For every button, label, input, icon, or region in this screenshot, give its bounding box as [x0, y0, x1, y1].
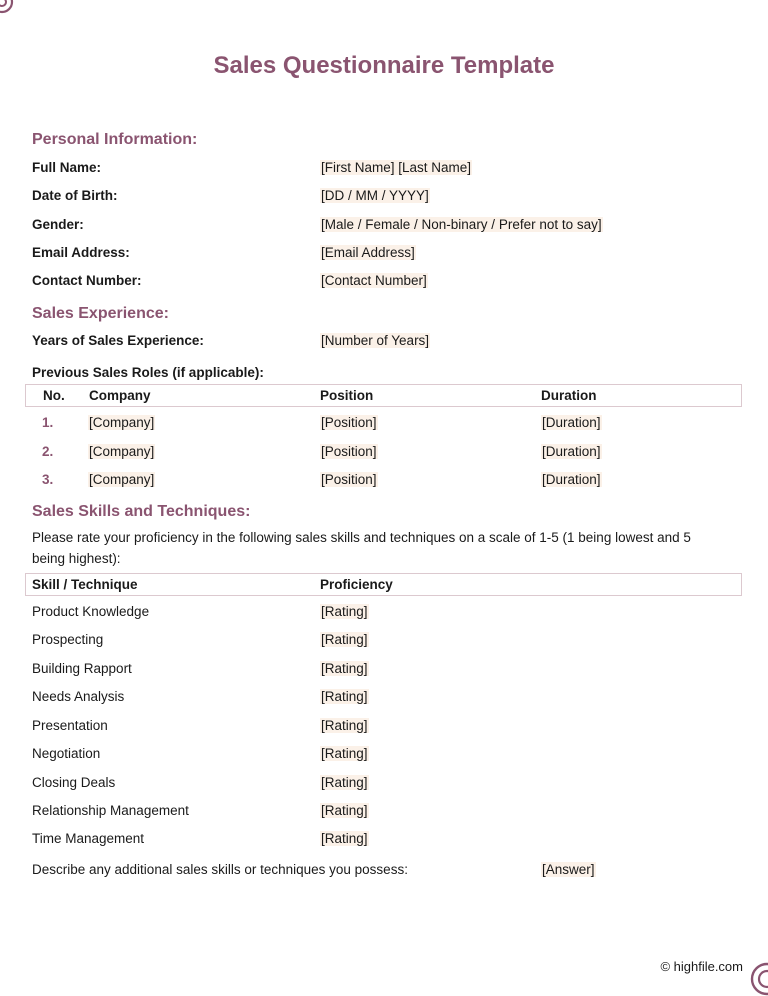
copyright-footer: © highfile.com [660, 959, 743, 974]
field-full-name [32, 160, 744, 180]
field-label: Years of Sales Experience: [32, 333, 204, 348]
rating-cell[interactable]: [Rating] [321, 746, 368, 761]
table-row [0, 718, 768, 738]
spiral-logo-icon [750, 962, 768, 996]
answer-field[interactable]: [Answer] [542, 862, 595, 877]
row-number: 1. [42, 415, 54, 430]
position-cell[interactable]: [Position] [321, 472, 377, 487]
column-header-company: Company [89, 388, 151, 403]
table-row [0, 444, 768, 464]
rating-cell[interactable]: [Rating] [321, 689, 368, 704]
skills-intro-text: Please rate your proficiency in the following sales skills and techniques on a scale of 1-5 (1 being lowest and 5 being highest): [32, 530, 691, 566]
company-cell[interactable]: [Company] [89, 444, 155, 459]
table-row [0, 632, 768, 652]
additional-skills-row [0, 862, 768, 882]
company-cell[interactable]: [Company] [89, 472, 155, 487]
field-email [32, 245, 744, 265]
table-row [0, 775, 768, 795]
personal-info-heading: Personal Information: [32, 131, 198, 148]
skill-name: Prospecting [32, 632, 104, 647]
field-value[interactable]: [Email Address] [321, 245, 415, 260]
rating-cell[interactable]: [Rating] [321, 661, 368, 676]
skill-name: Negotiation [32, 746, 101, 761]
table-row [0, 689, 768, 709]
position-cell[interactable]: [Position] [321, 415, 377, 430]
company-cell[interactable]: [Company] [89, 415, 155, 430]
rating-cell[interactable]: [Rating] [321, 604, 368, 619]
skill-name: Relationship Management [32, 803, 189, 818]
row-number: 2. [42, 444, 54, 459]
duration-cell[interactable]: [Duration] [542, 444, 601, 459]
spiral-logo-icon [0, 0, 14, 14]
skill-name: Needs Analysis [32, 689, 125, 704]
field-value[interactable]: [DD / MM / YYYY] [321, 188, 429, 203]
field-contact-number [32, 273, 744, 293]
field-label: Date of Birth: [32, 188, 118, 203]
field-value[interactable]: [Male / Female / Non-binary / Prefer not to say] [321, 217, 602, 232]
field-value[interactable]: [Contact Number] [321, 273, 427, 288]
field-value[interactable]: [First Name] [Last Name] [321, 160, 472, 175]
additional-skills-label: Describe any additional sales skills or techniques you possess: [32, 862, 408, 877]
table-row [0, 746, 768, 766]
page-title: Sales Questionnaire Template [213, 52, 555, 79]
skills-table-header [25, 573, 742, 596]
column-header-no: No. [43, 388, 65, 403]
duration-cell[interactable]: [Duration] [542, 472, 601, 487]
field-gender [32, 217, 744, 237]
roles-table-header [25, 384, 742, 407]
position-cell[interactable]: [Position] [321, 444, 377, 459]
sales-experience-heading: Sales Experience: [32, 305, 169, 322]
field-value[interactable]: [Number of Years] [321, 333, 430, 348]
rating-cell[interactable]: [Rating] [321, 831, 368, 846]
rating-cell[interactable]: [Rating] [321, 718, 368, 733]
rating-cell[interactable]: [Rating] [321, 803, 368, 818]
sales-skills-heading: Sales Skills and Techniques: [32, 503, 251, 520]
skill-name: Building Rapport [32, 661, 132, 676]
row-number: 3. [42, 472, 54, 487]
rating-cell[interactable]: [Rating] [321, 632, 368, 647]
rating-cell[interactable]: [Rating] [321, 775, 368, 790]
skill-name: Presentation [32, 718, 108, 733]
table-row [0, 604, 768, 624]
skill-name: Time Management [32, 831, 145, 846]
field-label: Email Address: [32, 245, 130, 260]
table-row [0, 831, 768, 851]
column-header-skill: Skill / Technique [32, 577, 138, 592]
field-date-of-birth [32, 188, 744, 208]
column-header-position: Position [320, 388, 374, 403]
duration-cell[interactable]: [Duration] [542, 415, 601, 430]
column-header-duration: Duration [541, 388, 597, 403]
table-row [0, 803, 768, 823]
field-label: Contact Number: [32, 273, 142, 288]
field-label: Full Name: [32, 160, 102, 175]
skill-name: Closing Deals [32, 775, 116, 790]
table-row [0, 415, 768, 435]
field-label: Gender: [32, 217, 84, 232]
skill-name: Product Knowledge [32, 604, 150, 619]
previous-roles-label: Previous Sales Roles (if applicable): [32, 365, 264, 380]
column-header-proficiency: Proficiency [320, 577, 393, 592]
field-years-experience [32, 333, 744, 353]
table-row [0, 472, 768, 492]
table-row [0, 661, 768, 681]
